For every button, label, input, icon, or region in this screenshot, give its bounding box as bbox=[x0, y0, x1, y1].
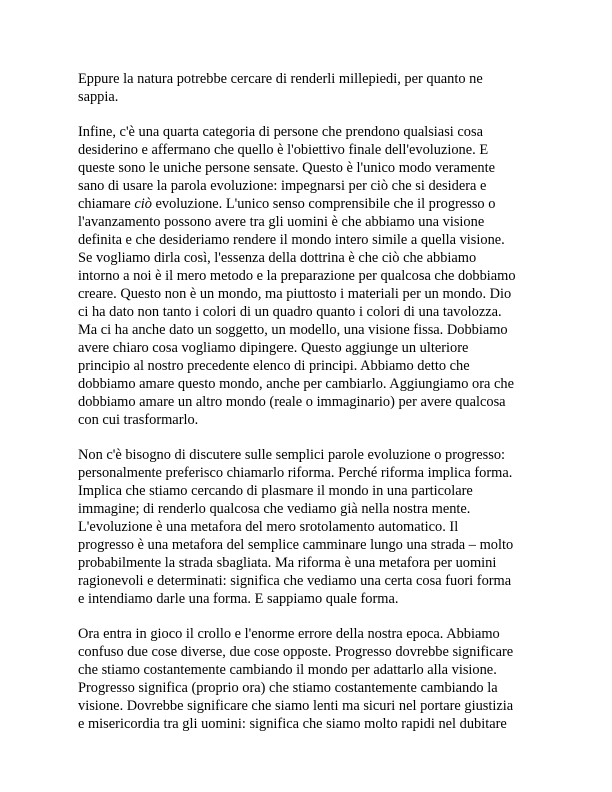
paragraph-2-text-after: evoluzione. L'unico senso comprensibile che il progresso o l'avanzamento possono avere tra gli uomini è che abbiamo una visione definita e che desideriamo rendere il mondo intero simile a quella visione. Se vogliamo dirla così, l'essenza della dottrina è che ciò che abbiamo intorno a noi è il mero metodo e la preparazione per qualcosa che dobbiamo creare. Questo non è un mondo, ma piuttosto i materiali per un mondo. Dio ci ha dato non tanto i colori di un quadro quanto i colori di una tavolozza. Ma ci ha anche dato un soggetto, un modello, una visione fissa. Dobbiamo avere chiaro cosa vogliamo dipingere. Questo aggiunge un ulteriore principio al nostro precedente elenco di principi. Abbiamo detto che dobbiamo amare questo mondo, anche per cambiarlo. Aggiungiamo ora che dobbiamo amare un altro mondo (reale o immaginario) per avere qualcosa con cui trasformarlo. bbox=[78, 196, 516, 428]
paragraph-1: Eppure la natura potrebbe cercare di renderli millepiedi, per quanto ne sappia. bbox=[78, 71, 483, 105]
paragraph-2-emphasis: ciò bbox=[134, 196, 152, 212]
paragraph-2 bbox=[78, 123, 540, 429]
paragraph-3: Non c'è bisogno di discutere sulle semplici parole evoluzione o progresso: personalmente preferisco chiamarlo riforma. Perché riforma implica forma. Implica che stiamo cercando di plasmare il mondo in una particolare immagine; di renderlo qualcosa che vediamo già nella nostra mente. L'evoluzione è una metafora del mero srotolamento automatico. Il progresso è una metafora del semplice camminare lungo una strada – molto probabilmente la strada sbagliata. Ma riforma è una metafora per uomini ragionevoli e determinati: significa che vediamo una certa cosa fuori forma e intendiamo darle una forma. E sappiamo quale forma. bbox=[78, 447, 514, 607]
paragraph-4: Ora entra in gioco il crollo e l'enorme errore della nostra epoca. Abbiamo confuso due cose diverse, due cose opposte. Progresso dovrebbe significare che stiamo costantemente cambiando il mondo per adattarlo alla visione. Progresso significa (proprio ora) che stiamo costantemente cambiando la visione. Dovrebbe significare che siamo lenti ma sicuri nel portare giustizia e misericordia tra gli uomini: significa che siamo molto rapidi nel dubitare bbox=[78, 626, 514, 732]
paragraph-2-text-before: Infine, c'è una quarta categoria di persone che prendono qualsiasi cosa desiderino e affermano che quello è l'obiettivo finale dell'evoluzione. E queste sono le uniche persone sensate. Questo è l'unico modo veramente sano di usare la parola evoluzione: impegnarsi per ciò che si desidera e chiamare bbox=[78, 124, 495, 212]
document-page bbox=[78, 70, 540, 750]
